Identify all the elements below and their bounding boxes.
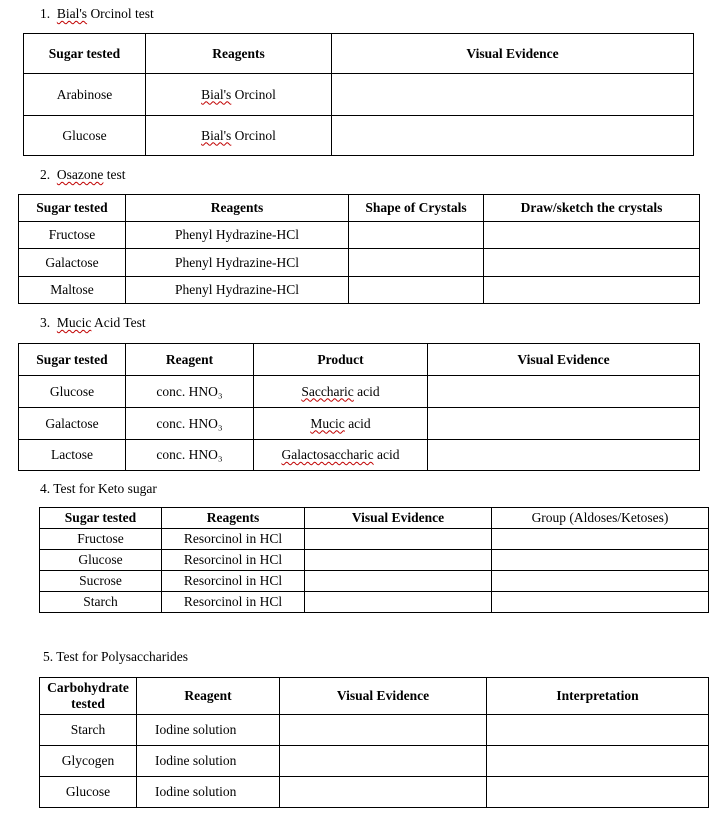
product-name: Saccharic — [301, 383, 354, 399]
table-row — [24, 74, 694, 116]
visual-evidence-cell[interactable] — [280, 715, 487, 746]
sketch-cell[interactable] — [484, 249, 700, 277]
header-draw-sketch: Draw/sketch the crystals — [484, 195, 700, 222]
shape-cell[interactable] — [349, 277, 484, 304]
reagent-orcinol: Orcinol — [231, 86, 276, 102]
mucic-acid-table — [18, 343, 700, 471]
header-visual-evidence: Visual Evidence — [305, 508, 492, 529]
table-header-row — [24, 34, 694, 74]
reagent-cell: conc. HNO₃ — [126, 408, 254, 440]
header-visual-evidence: Visual Evidence — [428, 344, 700, 376]
visual-evidence-cell[interactable] — [428, 408, 700, 440]
product-cell — [254, 376, 428, 408]
sugar-cell: Lactose — [19, 440, 126, 471]
interpretation-cell[interactable] — [487, 746, 709, 777]
shape-cell[interactable] — [349, 249, 484, 277]
table-header-row — [40, 508, 709, 529]
sugar-cell: Glucose — [19, 376, 126, 408]
osazone-table — [18, 194, 700, 304]
header-shape-of-crystals: Shape of Crystals — [349, 195, 484, 222]
reagent-orcinol: Orcinol — [231, 127, 276, 143]
visual-evidence-cell[interactable] — [305, 592, 492, 613]
table-row — [40, 592, 709, 613]
table-row — [19, 376, 700, 408]
sugar-cell: Fructose — [19, 222, 126, 249]
section-3-heading — [40, 315, 146, 331]
header-group: Group (Aldoses/Ketoses) — [492, 508, 709, 529]
reagent-cell: Iodine solution — [137, 746, 280, 777]
header-product: Product — [254, 344, 428, 376]
product-cell — [254, 408, 428, 440]
table-row — [40, 571, 709, 592]
sugar-cell: Fructose — [40, 529, 162, 550]
keto-sugar-table — [39, 507, 709, 613]
reagent-cell: Phenyl Hydrazine-HCl — [126, 249, 349, 277]
sugar-cell: Arabinose — [24, 74, 146, 116]
section-2-number: 2. — [40, 167, 51, 182]
header-sugar-tested: Sugar tested — [19, 195, 126, 222]
header-carbohydrate-tested: Carbohydrate tested — [40, 678, 137, 715]
reagent-cell — [146, 116, 332, 156]
header-sugar-tested: Sugar tested — [40, 508, 162, 529]
table-row — [24, 116, 694, 156]
table-row — [19, 277, 700, 304]
product-suffix: acid — [344, 415, 371, 431]
header-reagent: Reagent — [126, 344, 254, 376]
section-2-title-rest: test — [103, 167, 126, 182]
visual-evidence-cell[interactable] — [332, 74, 694, 116]
sugar-cell: Glucose — [24, 116, 146, 156]
reagent-cell: Phenyl Hydrazine-HCl — [126, 277, 349, 304]
visual-evidence-cell[interactable] — [428, 376, 700, 408]
section-2-title-osazone: Osazone — [56, 167, 104, 182]
header-interpretation: Interpretation — [487, 678, 709, 715]
section-1-title-bials: Bial's — [56, 6, 88, 21]
reagent-cell: conc. HNO₃ — [126, 440, 254, 471]
table-row — [19, 249, 700, 277]
section-5-heading: 5. Test for Polysaccharides — [43, 649, 189, 664]
bials-orcinol-table — [23, 33, 694, 156]
sugar-cell: Galactose — [19, 249, 126, 277]
product-name: Galactosaccharic — [281, 447, 374, 462]
polysaccharides-table — [39, 677, 709, 808]
carbohydrate-cell: Starch — [40, 715, 137, 746]
section-3-title-mucic: Mucic — [56, 315, 92, 330]
section-1-number: 1. — [40, 6, 51, 21]
carbohydrate-cell: Glycogen — [40, 746, 137, 777]
sugar-cell: Starch — [40, 592, 162, 613]
sketch-cell[interactable] — [484, 277, 700, 304]
product-name: Mucic — [310, 415, 345, 431]
reagent-cell: Iodine solution — [137, 777, 280, 808]
reagent-bials: Bial's — [201, 86, 232, 102]
header-reagents: Reagents — [162, 508, 305, 529]
group-cell[interactable] — [492, 529, 709, 550]
visual-evidence-cell[interactable] — [305, 571, 492, 592]
sketch-cell[interactable] — [484, 222, 700, 249]
visual-evidence-cell[interactable] — [305, 529, 492, 550]
table-header-row — [19, 195, 700, 222]
table-row — [40, 746, 709, 777]
table-row — [40, 550, 709, 571]
reagent-cell: Iodine solution — [137, 715, 280, 746]
shape-cell[interactable] — [349, 222, 484, 249]
reagent-cell: Resorcinol in HCl — [162, 550, 305, 571]
section-2-heading — [40, 167, 125, 183]
header-sugar-tested: Sugar tested — [24, 34, 146, 74]
reagent-cell: Resorcinol in HCl — [162, 571, 305, 592]
visual-evidence-cell[interactable] — [280, 777, 487, 808]
section-3-number: 3. — [40, 315, 51, 330]
reagent-cell: Phenyl Hydrazine-HCl — [126, 222, 349, 249]
reagent-bials: Bial's — [201, 127, 232, 143]
table-row — [19, 222, 700, 249]
product-suffix: acid — [353, 383, 380, 399]
carbohydrate-cell: Glucose — [40, 777, 137, 808]
header-visual-evidence: Visual Evidence — [280, 678, 487, 715]
table-row — [40, 529, 709, 550]
reagent-cell — [146, 74, 332, 116]
table-row — [19, 408, 700, 440]
table-row — [40, 777, 709, 808]
sugar-cell: Maltose — [19, 277, 126, 304]
table-header-row — [19, 344, 700, 376]
sugar-cell: Glucose — [40, 550, 162, 571]
header-reagent: Reagent — [137, 678, 280, 715]
sugar-cell: Galactose — [19, 408, 126, 440]
interpretation-cell[interactable] — [487, 715, 709, 746]
header-sugar-tested: Sugar tested — [19, 344, 126, 376]
product-cell — [254, 440, 428, 471]
section-3-title-rest: Acid Test — [91, 315, 146, 330]
reagent-cell: Resorcinol in HCl — [162, 529, 305, 550]
interpretation-cell[interactable] — [487, 777, 709, 808]
table-row — [19, 440, 700, 471]
group-cell[interactable] — [492, 571, 709, 592]
table-row — [40, 715, 709, 746]
reagent-cell: conc. HNO₃ — [126, 376, 254, 408]
table-header-row — [40, 678, 709, 715]
product-suffix: acid — [373, 447, 400, 462]
visual-evidence-cell[interactable] — [280, 746, 487, 777]
visual-evidence-cell[interactable] — [305, 550, 492, 571]
header-reagents: Reagents — [126, 195, 349, 222]
header-visual-evidence: Visual Evidence — [332, 34, 694, 74]
visual-evidence-cell[interactable] — [428, 440, 700, 471]
header-reagents: Reagents — [146, 34, 332, 74]
group-cell[interactable] — [492, 550, 709, 571]
reagent-cell: Resorcinol in HCl — [162, 592, 305, 613]
sugar-cell: Sucrose — [40, 571, 162, 592]
section-4-heading: 4. Test for Keto sugar — [40, 481, 157, 496]
group-cell[interactable] — [492, 592, 709, 613]
section-1-heading — [40, 6, 154, 22]
section-1-title-rest: Orcinol test — [87, 6, 154, 21]
visual-evidence-cell[interactable] — [332, 116, 694, 156]
